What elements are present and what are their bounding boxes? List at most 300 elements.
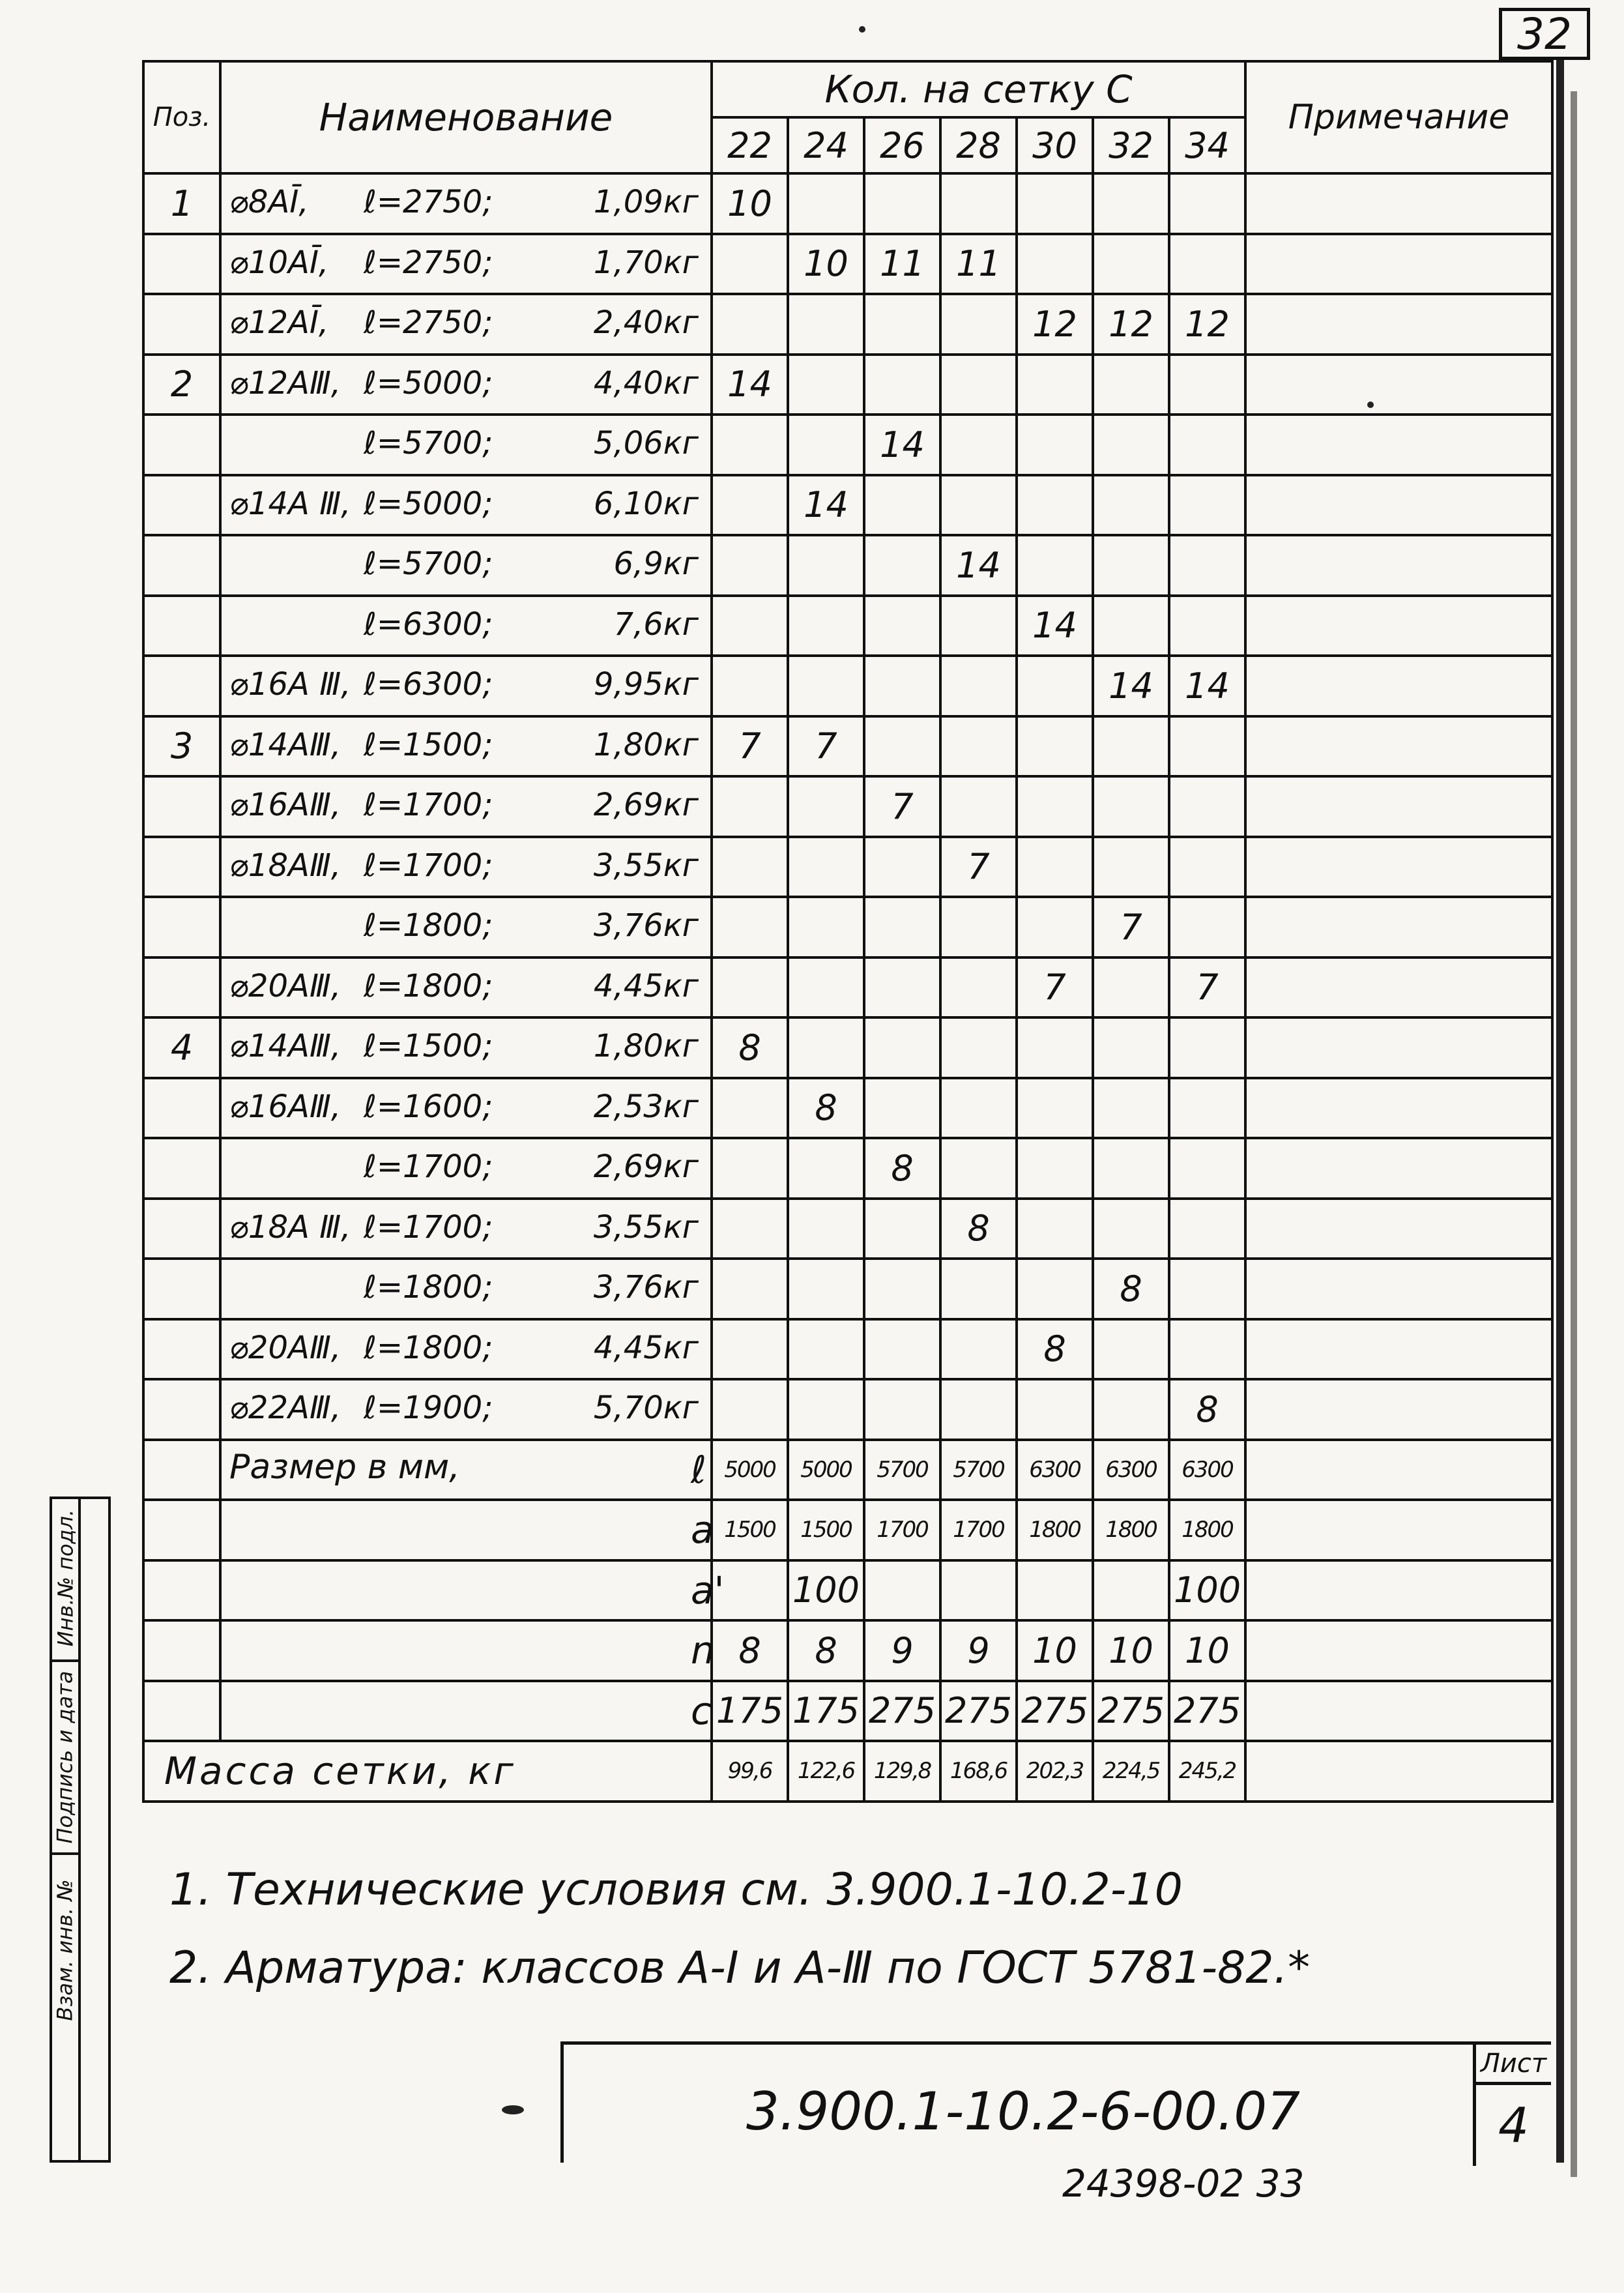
bar-mass: 2,53кг — [593, 1088, 699, 1125]
position-cell — [143, 957, 220, 1018]
item-name-cell — [220, 656, 712, 716]
mass-label: Масса сетки, кг — [164, 1749, 516, 1793]
quantity-cell — [712, 837, 788, 898]
quantity-cell — [1017, 173, 1093, 234]
quantity-cell — [712, 234, 788, 295]
bar-length: ℓ=2750; — [364, 184, 493, 220]
size-value-cell: 10 — [1093, 1620, 1169, 1681]
quantity-cell: 10 — [788, 234, 864, 295]
quantity-cell — [1169, 173, 1245, 234]
size-row — [143, 1681, 1552, 1742]
bar-length: ℓ=2750; — [364, 244, 493, 281]
position-cell — [143, 596, 220, 656]
size-symbol: n — [691, 1628, 715, 1672]
table-row — [143, 294, 1552, 355]
quantity-cell — [940, 173, 1017, 234]
quantity-cell — [788, 173, 864, 234]
quantity-cell — [940, 1138, 1017, 1199]
quantity-cell — [864, 1319, 940, 1380]
note-cell — [1245, 1199, 1552, 1259]
quantity-cell — [864, 355, 940, 415]
size-label-cell — [220, 1500, 712, 1560]
note-cell — [1245, 1681, 1552, 1742]
note-cell — [1245, 1741, 1552, 1802]
size-value-cell: 275 — [1017, 1681, 1093, 1742]
quantity-cell: 11 — [864, 234, 940, 295]
quantity-cell — [712, 957, 788, 1018]
quantity-cell — [1017, 897, 1093, 957]
quantity-cell — [788, 957, 864, 1018]
size-value-cell: 5700 — [940, 1440, 1017, 1500]
header-column-c28: 28 — [940, 117, 1017, 173]
bar-length: ℓ=1800; — [364, 1329, 493, 1366]
bar-mass: 3,76кг — [593, 907, 699, 944]
note-cell — [1245, 1078, 1552, 1139]
size-value-cell — [864, 1560, 940, 1621]
size-label-cell — [220, 1620, 715, 1681]
note-cell — [1245, 837, 1552, 898]
bar-mass: 3,76кг — [593, 1269, 699, 1306]
note-cell — [1245, 1379, 1552, 1440]
quantity-cell — [712, 656, 788, 716]
title-block — [560, 2041, 1551, 2163]
position-cell — [143, 1560, 220, 1621]
quantity-cell — [1169, 1017, 1245, 1078]
size-symbol: a' — [691, 1568, 725, 1613]
quantity-cell — [864, 173, 940, 234]
mass-label-cell — [143, 1741, 712, 1802]
quantity-cell — [940, 475, 1017, 536]
note-cell — [1245, 957, 1552, 1018]
header-column-c26: 26 — [864, 117, 940, 173]
size-value-cell: 5700 — [864, 1440, 940, 1500]
mass-value-cell: 202,3 — [1017, 1741, 1093, 1802]
quantity-cell — [1093, 355, 1169, 415]
quantity-cell — [1169, 1259, 1245, 1319]
quantity-cell — [1017, 1078, 1093, 1139]
bar-diameter-class: ⌀14АⅢ, — [229, 726, 341, 763]
bar-diameter-class: ⌀16АⅢ, — [229, 1088, 341, 1125]
note-cell — [1245, 415, 1552, 475]
item-name-cell — [220, 1259, 712, 1319]
bar-diameter-class: ⌀18АⅢ, — [229, 847, 341, 884]
item-name-cell — [220, 234, 712, 295]
quantity-cell — [788, 355, 864, 415]
note-1: 1. Технические условия см. 3.900.1-10.2-10 — [169, 1864, 1183, 1916]
position-cell — [143, 656, 220, 716]
mass-value-cell: 245,2 — [1169, 1741, 1245, 1802]
header-column-c34: 34 — [1169, 117, 1245, 173]
table-row — [143, 1319, 1552, 1380]
bar-length: ℓ=1900; — [364, 1390, 493, 1426]
bar-diameter-class: ⌀16АⅢ, — [229, 787, 341, 823]
size-value-cell: 8 — [712, 1620, 788, 1681]
bar-length: ℓ=1700; — [364, 1148, 493, 1185]
quantity-cell: 11 — [940, 234, 1017, 295]
quantity-cell — [1169, 1138, 1245, 1199]
scan-speck — [859, 26, 865, 33]
quantity-cell — [788, 1138, 864, 1199]
header-qty-group: Кол. на сетку С — [712, 61, 1245, 117]
quantity-cell: 14 — [788, 475, 864, 536]
table-row — [143, 1138, 1552, 1199]
quantity-cell — [788, 656, 864, 716]
quantity-cell — [1169, 837, 1245, 898]
quantity-cell — [788, 1199, 864, 1259]
quantity-cell — [1017, 1199, 1093, 1259]
quantity-cell — [940, 1259, 1017, 1319]
quantity-cell — [1093, 1379, 1169, 1440]
quantity-cell — [1093, 716, 1169, 777]
quantity-cell — [940, 1017, 1017, 1078]
size-value-cell: 9 — [940, 1620, 1017, 1681]
position-cell — [143, 1681, 220, 1742]
note-cell — [1245, 1017, 1552, 1078]
quantity-cell — [940, 776, 1017, 837]
quantity-cell — [1017, 1017, 1093, 1078]
quantity-cell — [940, 897, 1017, 957]
table-row — [143, 1017, 1552, 1078]
bar-diameter-class: ⌀14А Ⅲ, — [229, 485, 351, 522]
size-label-cell — [220, 1560, 725, 1621]
bar-length: ℓ=1600; — [364, 1088, 493, 1125]
quantity-cell — [1017, 355, 1093, 415]
bar-diameter-class: ⌀12АĪ, — [229, 304, 329, 341]
item-name-cell — [220, 1199, 712, 1259]
note-cell — [1245, 173, 1552, 234]
quantity-cell — [940, 656, 1017, 716]
bar-length: ℓ=1700; — [364, 1208, 493, 1246]
inventory-code: 24398-02 33 — [1062, 2161, 1305, 2206]
quantity-cell — [1017, 716, 1093, 777]
size-value-cell: 1500 — [712, 1500, 788, 1560]
size-value-cell: 1700 — [864, 1500, 940, 1560]
size-row — [143, 1440, 1552, 1500]
quantity-cell — [1093, 475, 1169, 536]
position-cell — [143, 1500, 220, 1560]
bar-mass: 1,80кг — [593, 726, 699, 763]
table-row — [143, 596, 1552, 656]
bar-length: ℓ=5000; — [364, 364, 493, 402]
quantity-cell: 12 — [1093, 294, 1169, 355]
bar-length: ℓ=1800; — [364, 967, 493, 1004]
item-name-cell — [220, 1078, 712, 1139]
note-cell — [1245, 1138, 1552, 1199]
position-cell — [143, 897, 220, 957]
quantity-cell — [712, 475, 788, 536]
note-cell — [1245, 1560, 1552, 1621]
note-cell — [1245, 776, 1552, 837]
position-cell: 3 — [143, 716, 220, 777]
quantity-cell — [712, 1319, 788, 1380]
quantity-cell — [788, 1259, 864, 1319]
side-stamp-blank-column — [81, 1497, 111, 2163]
bar-mass: 9,95кг — [593, 666, 699, 703]
bar-mass: 4,45кг — [593, 1329, 699, 1366]
position-cell — [143, 1199, 220, 1259]
bar-length: ℓ=5000; — [364, 485, 493, 522]
quantity-cell — [864, 596, 940, 656]
quantity-cell: 7 — [712, 716, 788, 777]
quantity-cell — [864, 1379, 940, 1440]
table-row — [143, 475, 1552, 536]
bar-length: ℓ=1500; — [364, 1028, 493, 1064]
quantity-cell: 14 — [1169, 656, 1245, 716]
size-value-cell: 1500 — [788, 1500, 864, 1560]
item-name-cell — [220, 294, 712, 355]
bar-diameter-class: ⌀16А Ⅲ, — [229, 666, 351, 703]
bar-mass: 1,09кг — [593, 184, 699, 220]
bar-mass: 6,9кг — [613, 546, 699, 582]
quantity-cell — [788, 596, 864, 656]
side-stamp-replacement-inv: Взам. инв. № — [52, 1852, 78, 2045]
mass-row — [143, 1741, 1552, 1802]
quantity-cell — [864, 897, 940, 957]
quantity-cell — [712, 596, 788, 656]
mass-value-cell: 129,8 — [864, 1741, 940, 1802]
bar-diameter-class: ⌀12АⅢ, — [229, 364, 341, 402]
note-cell — [1245, 897, 1552, 957]
size-symbol: ℓ — [691, 1447, 706, 1492]
quantity-cell — [1169, 596, 1245, 656]
quantity-cell: 8 — [788, 1078, 864, 1139]
position-cell — [143, 1259, 220, 1319]
table-row — [143, 355, 1552, 415]
table-row — [143, 776, 1552, 837]
quantity-cell — [864, 535, 940, 596]
quantity-cell — [1017, 234, 1093, 295]
quantity-cell — [1169, 355, 1245, 415]
quantity-cell — [940, 596, 1017, 656]
size-value-cell: 1700 — [940, 1500, 1017, 1560]
quantity-cell — [712, 415, 788, 475]
position-cell — [143, 234, 220, 295]
header-pos: Поз. — [143, 61, 220, 173]
bar-diameter-class: ⌀14АⅢ, — [229, 1028, 341, 1064]
size-value-cell: 8 — [788, 1620, 864, 1681]
header-note: Примечание — [1245, 61, 1552, 173]
quantity-cell: 14 — [940, 535, 1017, 596]
position-cell — [143, 475, 220, 536]
size-value-cell — [1093, 1560, 1169, 1621]
note-cell — [1245, 535, 1552, 596]
position-cell — [143, 1379, 220, 1440]
table-row — [143, 535, 1552, 596]
sheet-number: 4 — [1473, 2085, 1551, 2166]
size-symbol: c — [691, 1688, 712, 1733]
bar-mass: 1,80кг — [593, 1028, 699, 1064]
mass-value-cell: 224,5 — [1093, 1741, 1169, 1802]
quantity-cell — [1093, 173, 1169, 234]
note-cell — [1245, 234, 1552, 295]
size-value-cell: 10 — [1169, 1620, 1245, 1681]
quantity-cell — [1093, 415, 1169, 475]
quantity-cell — [1093, 535, 1169, 596]
size-row — [143, 1620, 1552, 1681]
table-row — [143, 656, 1552, 716]
quantity-cell — [864, 1017, 940, 1078]
quantity-cell — [1169, 1078, 1245, 1139]
size-label-cell — [220, 1681, 712, 1742]
item-name-cell — [220, 415, 712, 475]
bar-length: ℓ=6300; — [364, 606, 493, 643]
quantity-cell: 7 — [1169, 957, 1245, 1018]
quantity-cell — [1169, 1319, 1245, 1380]
bar-length: ℓ=1800; — [364, 907, 493, 944]
position-cell — [143, 837, 220, 898]
scan-speck — [502, 2105, 524, 2114]
item-name-cell — [220, 716, 712, 777]
quantity-cell — [864, 716, 940, 777]
size-value-cell: 1800 — [1017, 1500, 1093, 1560]
quantity-cell — [940, 1379, 1017, 1440]
quantity-cell — [712, 776, 788, 837]
size-value-cell: 1800 — [1093, 1500, 1169, 1560]
item-name-cell — [220, 355, 712, 415]
bar-mass: 6,10кг — [593, 485, 699, 522]
bar-diameter-class: ⌀20АⅢ, — [229, 967, 341, 1004]
size-value-cell: 175 — [788, 1681, 864, 1742]
quantity-cell — [788, 837, 864, 898]
bar-diameter-class: ⌀22АⅢ, — [229, 1390, 341, 1426]
size-value-cell: 1800 — [1169, 1500, 1245, 1560]
size-value-cell: 275 — [1093, 1681, 1169, 1742]
quantity-cell: 12 — [1169, 294, 1245, 355]
table-row — [143, 957, 1552, 1018]
size-value-cell: 6300 — [1169, 1440, 1245, 1500]
note-cell — [1245, 1259, 1552, 1319]
item-name-cell — [220, 1017, 712, 1078]
quantity-cell — [712, 1078, 788, 1139]
quantity-cell — [864, 837, 940, 898]
quantity-cell — [864, 1259, 940, 1319]
size-value-cell: 10 — [1017, 1620, 1093, 1681]
size-value-cell: 6300 — [1017, 1440, 1093, 1500]
quantity-cell — [1169, 475, 1245, 536]
size-value-cell: 9 — [864, 1620, 940, 1681]
mass-value-cell: 99,6 — [712, 1741, 788, 1802]
quantity-cell — [712, 294, 788, 355]
quantity-cell: 7 — [1017, 957, 1093, 1018]
size-symbol: a — [691, 1508, 714, 1552]
binding-rule — [1556, 60, 1564, 2163]
bar-length: ℓ=5700; — [364, 425, 493, 461]
quantity-cell — [1017, 475, 1093, 536]
bar-length: ℓ=1500; — [364, 726, 493, 763]
size-value-cell — [1017, 1560, 1093, 1621]
quantity-cell — [864, 957, 940, 1018]
quantity-cell — [1017, 837, 1093, 898]
bar-mass: 5,06кг — [593, 425, 699, 461]
quantity-cell — [788, 1017, 864, 1078]
item-name-cell — [220, 535, 712, 596]
bar-mass: 7,6кг — [613, 606, 699, 643]
bar-length: ℓ=1700; — [364, 847, 493, 884]
table-row — [143, 173, 1552, 234]
quantity-cell — [1017, 1259, 1093, 1319]
item-name-cell — [220, 173, 712, 234]
document-code: 3.900.1-10.2-6-00.07 — [746, 2081, 1300, 2142]
bar-length: ℓ=1700; — [364, 787, 493, 823]
size-value-cell: 175 — [712, 1681, 788, 1742]
position-cell — [143, 1319, 220, 1380]
quantity-cell — [1017, 656, 1093, 716]
quantity-cell — [788, 294, 864, 355]
table-row — [143, 234, 1552, 295]
position-cell — [143, 294, 220, 355]
quantity-cell: 8 — [1017, 1319, 1093, 1380]
quantity-cell — [1169, 776, 1245, 837]
note-cell — [1245, 656, 1552, 716]
quantity-cell — [712, 1138, 788, 1199]
quantity-cell — [940, 294, 1017, 355]
quantity-cell — [864, 294, 940, 355]
quantity-cell: 14 — [864, 415, 940, 475]
quantity-cell — [1017, 1138, 1093, 1199]
item-name-cell — [220, 1379, 712, 1440]
quantity-cell — [788, 1319, 864, 1380]
header-name: Наименование — [220, 61, 712, 173]
quantity-cell: 8 — [864, 1138, 940, 1199]
note-cell — [1245, 1500, 1552, 1560]
quantity-cell — [864, 1078, 940, 1139]
size-label-cell — [220, 1440, 712, 1500]
header-column-c32: 32 — [1093, 117, 1169, 173]
quantity-cell — [864, 1199, 940, 1259]
note-2: 2. Арматура: классов А-I и А-Ⅲ по ГОСТ 5781-82.* — [169, 1942, 1311, 1994]
position-cell — [143, 1078, 220, 1139]
position-cell — [143, 535, 220, 596]
bar-length: ℓ=6300; — [364, 666, 493, 703]
item-name-cell — [220, 475, 712, 536]
bar-diameter-class: ⌀10АĪ, — [229, 244, 329, 281]
bar-mass: 5,70кг — [593, 1390, 699, 1426]
size-value-cell: 100 — [788, 1560, 864, 1621]
size-value-cell: 275 — [940, 1681, 1017, 1742]
bar-mass: 4,45кг — [593, 967, 699, 1004]
bar-mass: 4,40кг — [593, 364, 699, 402]
quantity-cell: 7 — [940, 837, 1017, 898]
position-cell — [143, 1440, 220, 1500]
bar-mass: 1,70кг — [593, 244, 699, 281]
quantity-cell — [712, 1379, 788, 1440]
quantity-cell — [940, 415, 1017, 475]
bar-length: ℓ=5700; — [364, 546, 493, 582]
size-value-cell: 275 — [864, 1681, 940, 1742]
quantity-cell — [1093, 957, 1169, 1018]
quantity-cell — [712, 1259, 788, 1319]
table-row — [143, 1078, 1552, 1139]
side-stamp-signature-date: Подпись и дата — [52, 1659, 78, 1852]
header-column-c24: 24 — [788, 117, 864, 173]
header-column-c22: 22 — [712, 117, 788, 173]
quantity-cell — [940, 355, 1017, 415]
quantity-cell — [712, 1199, 788, 1259]
size-row — [143, 1500, 1552, 1560]
quantity-cell — [712, 897, 788, 957]
table-row — [143, 837, 1552, 898]
note-cell — [1245, 294, 1552, 355]
quantity-cell — [1093, 1017, 1169, 1078]
note-cell — [1245, 716, 1552, 777]
note-cell — [1245, 1319, 1552, 1380]
quantity-cell — [788, 1379, 864, 1440]
bar-mass: 2,69кг — [593, 787, 699, 823]
mass-value-cell: 122,6 — [788, 1741, 864, 1802]
quantity-cell — [1169, 897, 1245, 957]
table-row — [143, 1379, 1552, 1440]
sheet-label: Лист — [1473, 2045, 1551, 2085]
